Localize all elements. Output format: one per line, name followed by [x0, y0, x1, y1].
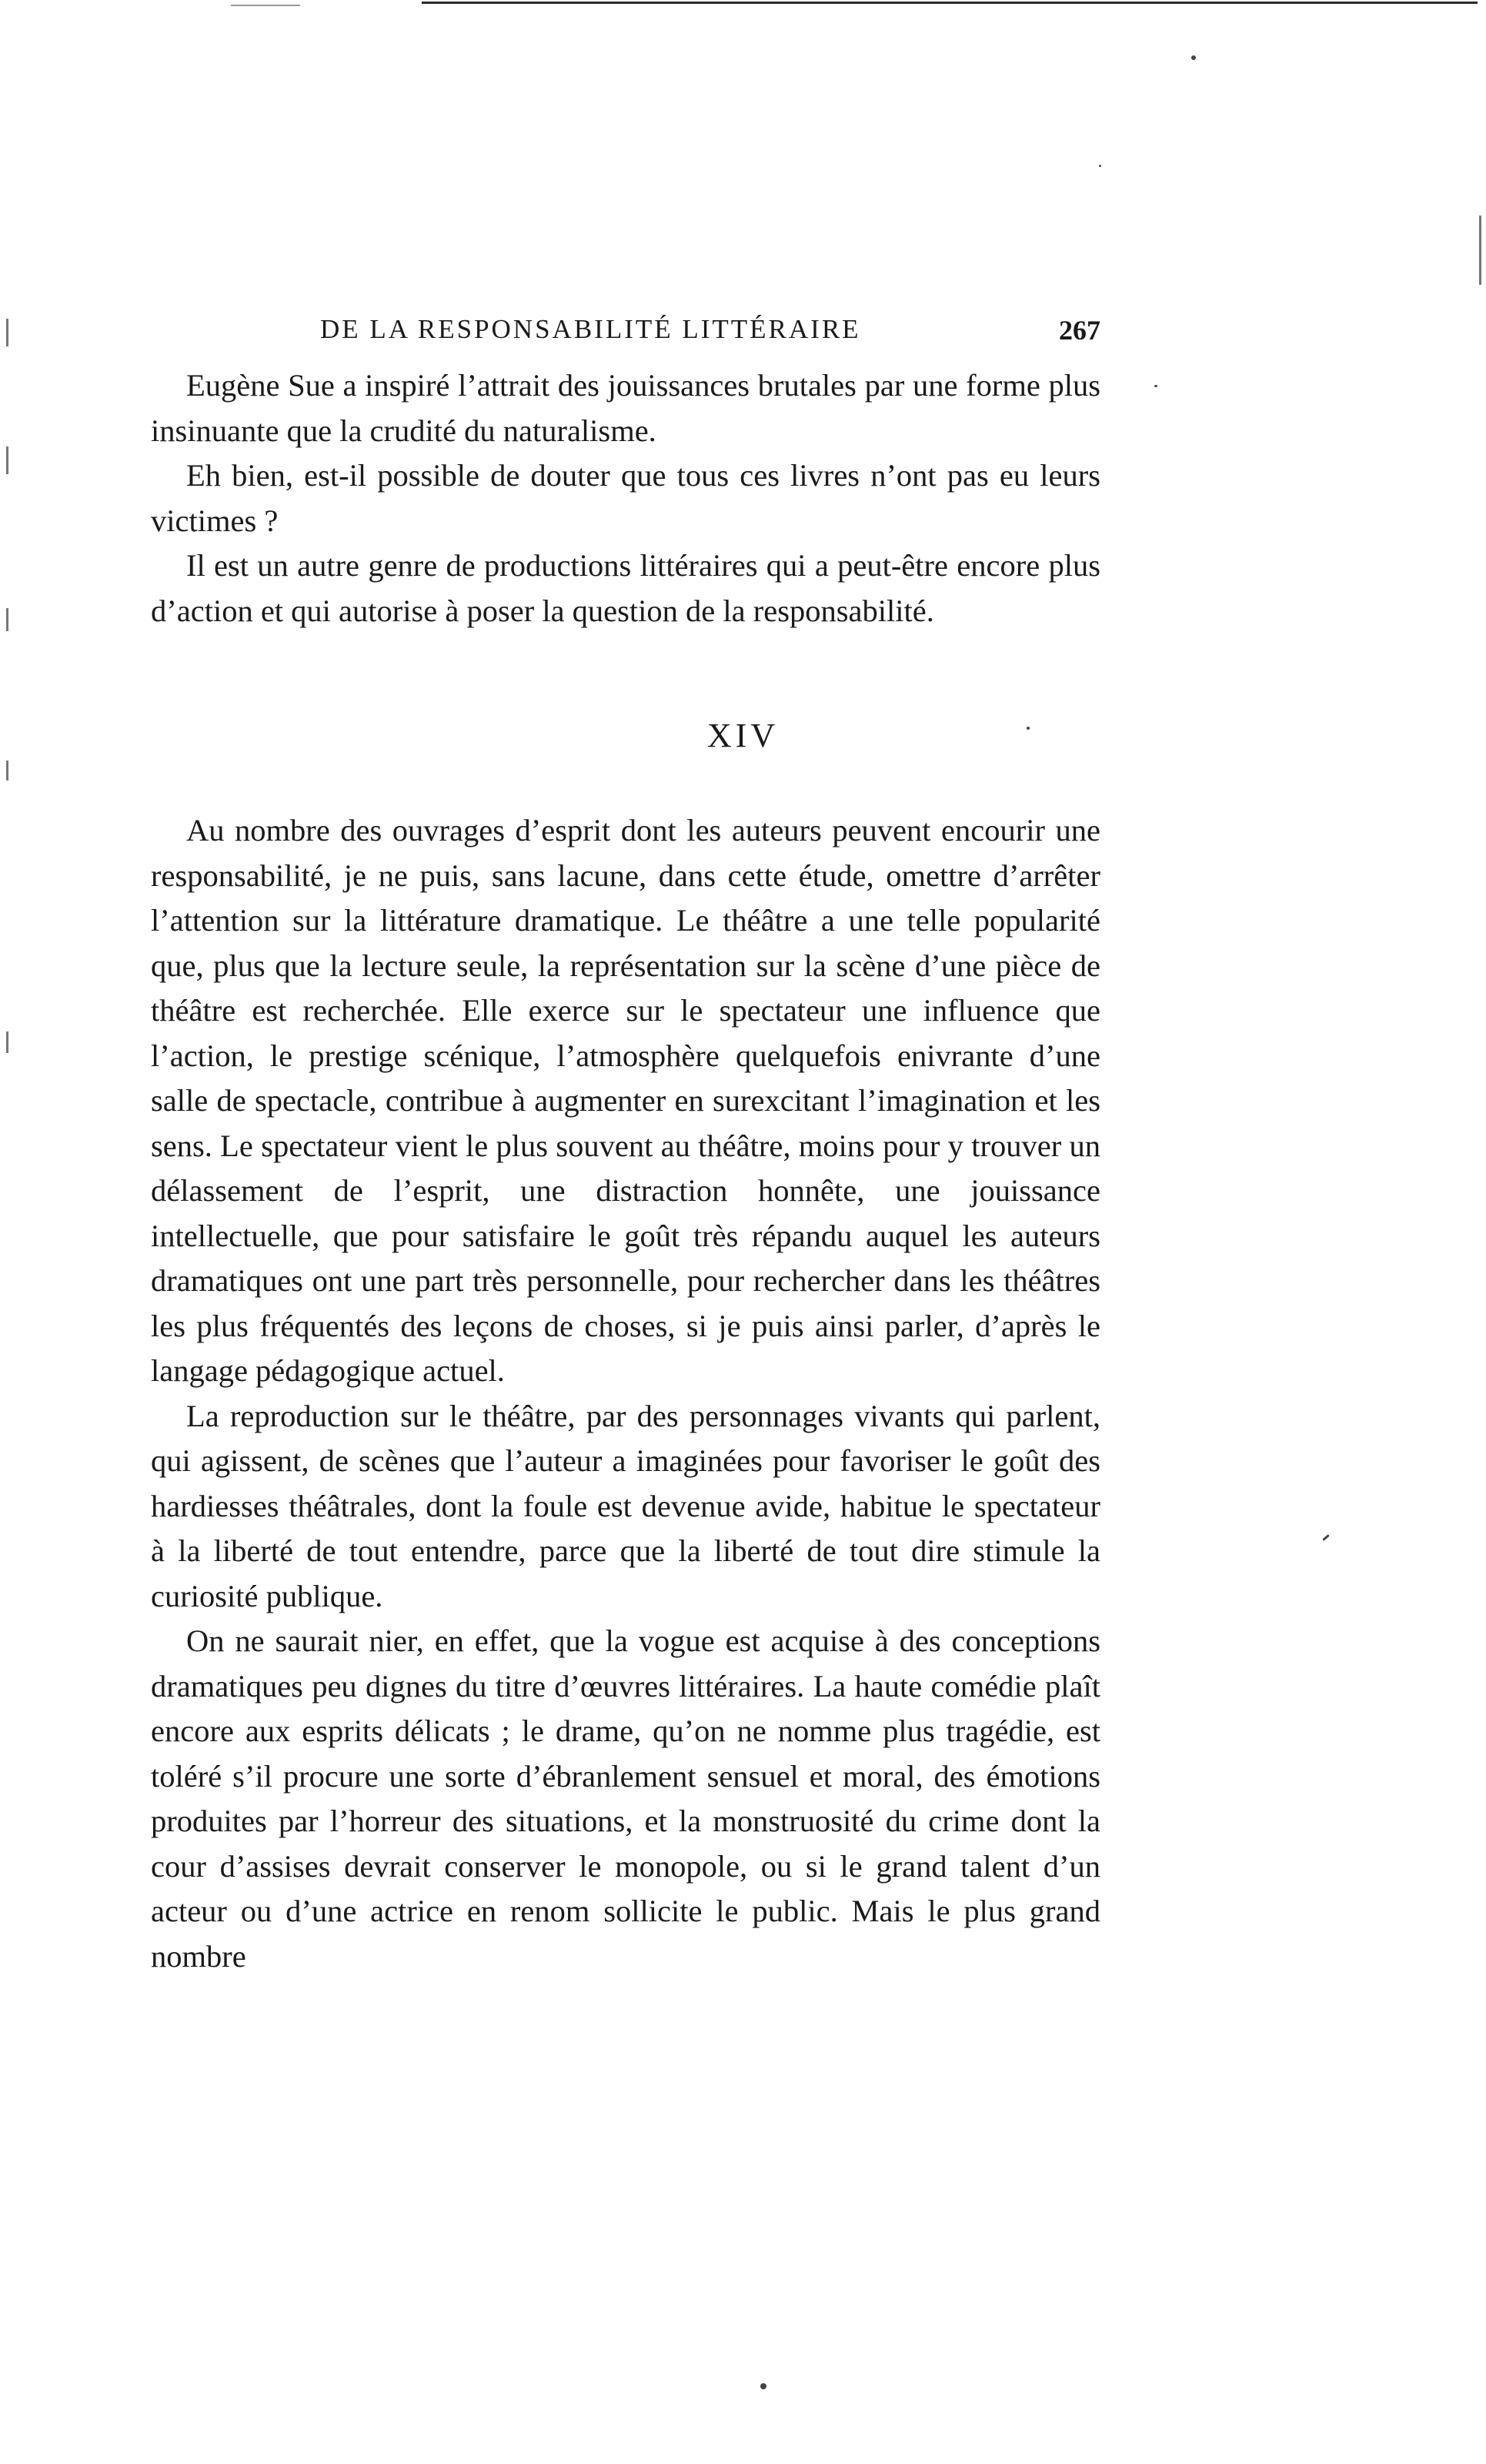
running-head	[151, 314, 1100, 353]
page-number: 267	[1059, 315, 1100, 346]
scan-speck	[1154, 385, 1157, 387]
scan-speck	[1191, 55, 1196, 60]
top-border-fragment	[231, 5, 300, 6]
paragraph: Eugène Sue a inspiré l’attrait des jouissances brutales par une forme plus insinuante que la crudité du naturalisme.	[151, 368, 1100, 448]
scan-speck	[1099, 165, 1101, 167]
scan-edge-mark	[6, 608, 8, 631]
body-text-section-xiv	[151, 808, 1100, 1979]
scan-edge-mark	[6, 319, 8, 346]
scan-edge-mark	[6, 446, 8, 474]
paragraph: Il est un autre genre de productions littéraires qui a peut-être encore plus d’action et qui autorise à poser la question de la responsabilité.	[151, 548, 1100, 628]
scan-speck	[760, 2383, 766, 2389]
scan-edge-mark	[6, 1031, 8, 1053]
scan-edge-mark	[1479, 216, 1481, 285]
top-border-rule	[422, 2, 1478, 4]
running-title: DE LA RESPONSABILITÉ LITTÉRAIRE	[320, 314, 861, 344]
scan-speck	[1322, 1534, 1330, 1541]
paragraph: On ne saurait nier, en effet, que la vogue est acquise à des conceptions dramatiques peu dignes du titre d’œuvres littéraires. La haute comédie plaît encore aux esprits délicats ; le drame, qu’on ne nomme plus tragédie, est toléré s’il procure une sorte d’ébranlement sensuel et moral, des émotions produites par l’horreur des situations, et la monstruosité du crime dont la cour d’assises devrait conserver le monopole, ou si le grand talent d’un acteur ou d’une actrice en renom sollicite le public. Mais le plus grand nombre	[151, 1623, 1100, 1974]
section-heading: XIV	[706, 717, 780, 754]
body-text-before-section	[151, 363, 1100, 634]
paragraph: La reproduction sur le théâtre, par des personnages vivants qui parlent, qui agissent, de scènes que l’auteur a imaginées pour favoriser le goût des hardiesses théâtrales, dont la foule est devenue avide, habitue le spectateur à la liberté de tout entendre, parce que la liberté de tout dire stimule la curiosité publique.	[151, 1398, 1100, 1613]
paragraph: Eh bien, est-il possible de douter que tous ces livres n’ont pas eu leurs victimes ?	[151, 458, 1100, 538]
scan-edge-mark	[6, 761, 8, 781]
paragraph: Au nombre des ouvrages d’esprit dont les auteurs peuvent encourir une responsabilité, je ne puis, sans lacune, dans cette étude, omettre d’arrêter l’attention sur la littérature dramatique. Le théâtre a une telle popularité que, plus que la lecture seule, la représentation sur la scène d’une pièce de théâtre est recherchée. Elle exerce sur le spectateur une influence que l’action, le prestige scénique, l’atmosphère quelquefois enivrante d’une salle de spectacle, contribue à augmenter en surexcitant l’imagination et les sens. Le spectateur vient le plus souvent au théâtre, moins pour y trouver un délassement de l’esprit, une distraction honnête, une jouissance intellectuelle, que pour satisfaire le goût très répandu auquel les auteurs dramatiques ont une part très personnelle, pour rechercher dans les théâtres les plus fréquentés des leçons de choses, si je puis ainsi parler, d’après le langage pédagogique actuel.	[151, 813, 1100, 1388]
